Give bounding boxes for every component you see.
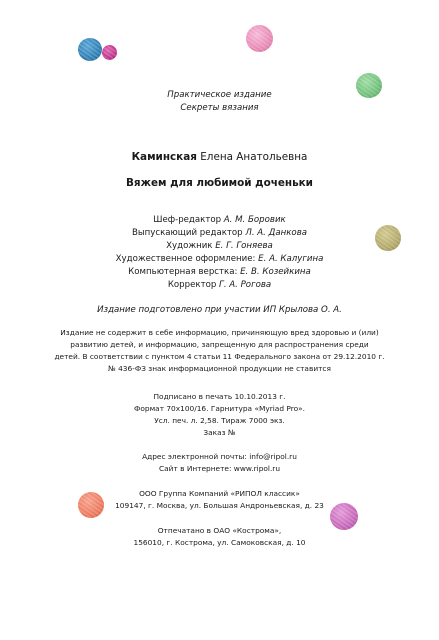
print-info-line: Подписано в печать 10.10.2013 г. [153,392,286,401]
credit-person: Е. А. Калугина [258,254,324,264]
credit-person: Е. Г. Гоняева [215,241,273,251]
credit-managing-editor [0,228,439,238]
credit-role: Шеф-редактор [153,215,222,225]
print-info-line: Заказ № [203,428,236,437]
credit-person: А. М. Боровик [223,215,286,225]
print-info-line: Формат 70x100/16. Гарнитура «Myriad Pro». [134,404,305,413]
legal-line: Издание не содержит в себе информацию, причиняющую вред здоровью и (или) [60,328,379,337]
series-name: Секреты вязания [180,103,259,113]
printer-address: 156010, г. Кострома, ул. Самоковская, д. 10 [133,538,306,547]
credit-role: Корректор [167,280,217,290]
book-title: Вяжем для любимой доченьки [126,177,313,189]
print-info-line: Усл. печ. л. 2,58. Тираж 7000 экз. [154,416,285,425]
yarn-ball-magenta-icon [102,45,117,60]
credit-role: Выпускающий редактор [131,228,243,238]
contact-website: Сайт в Интернете: www.ripol.ru [158,464,281,473]
yarn-ball-pink-icon [246,25,273,52]
legal-line: развитию детей, и информацию, запрещенную для распространения среди [70,340,369,349]
credit-role: Художественное оформление: [115,254,256,264]
prepared-note: Издание подготовлено при участии ИП Крылова О. А. [97,305,342,315]
printer-name: Отпечатано в ОАО «Кострома», [157,526,282,535]
credit-proofreader [0,280,439,290]
author-name: Елена Анатольевна [200,151,308,163]
credit-chief-editor [0,215,439,225]
contact-email: Адрес электронной почты: info@ripol.ru [142,452,297,461]
publisher-address: 109147, г. Москва, ул. Большая Андроньевская, д. 23 [115,501,324,510]
series-type: Практическое издание [167,90,272,100]
credit-artist [0,241,439,251]
yarn-ball-blue-icon [78,38,102,61]
credit-person: Л. А. Данкова [245,228,308,238]
credit-role: Компьютерная верстка: [128,267,238,277]
credit-art-design [0,254,439,264]
credit-role: Художник [166,241,213,251]
legal-line: детей. В соответствии с пунктом 4 статьи 11 Федерального закона от 29.12.2010 г. [54,352,385,361]
legal-line: № 436-ФЗ знак информационной продукции не ставится [108,364,331,373]
credit-person: Г. А. Рогова [219,280,272,290]
credit-layout [0,267,439,277]
publisher-name: ООО Группа Компаний «РИПОЛ классик» [139,489,300,498]
credit-person: Е. В. Козейкина [240,267,311,277]
author-surname: Каминская [131,151,197,163]
author-line [0,151,439,163]
